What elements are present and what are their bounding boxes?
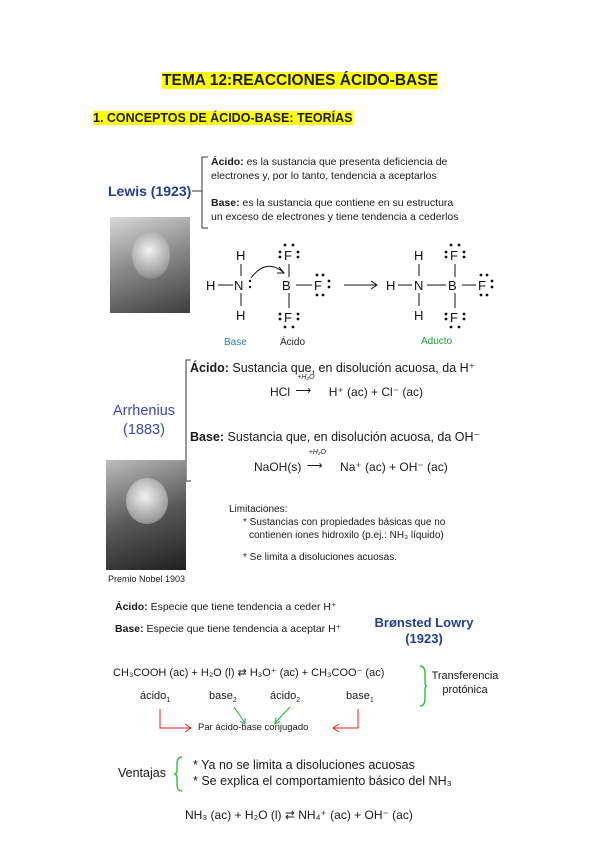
arrhenius-base-def: Base: Sustancia que, en disolución acuosa, da OH⁻ [190, 430, 481, 444]
arrhenius-base-eq: NaOH(s) +H₂O ⟶ Na⁺ (ac) + OH⁻ (ac) [254, 449, 448, 474]
label-base2: base$_2$ [209, 690, 237, 705]
label-acid: Ácido [280, 337, 306, 348]
lewis-base-def: Base: es la sustancia que contiene en su estructura un exceso de electrones y tiene tendencia a cederlos [211, 197, 459, 223]
arrhenius-acid-def: Ácido: Sustancia que, en disolución acuosa, da H⁺ [190, 361, 476, 375]
atom-h-left: H [206, 278, 216, 293]
atom-f-right: F [314, 278, 322, 293]
advantages-brace [172, 755, 184, 793]
atom-h-top: H [236, 248, 246, 263]
arrhenius-name: Arrhenius (1883) [112, 403, 176, 438]
bronsted-base-def: Base: Especie que tiene tendencia a aceptar H⁺ [115, 623, 342, 635]
adduct-h-bottom: H [414, 308, 424, 323]
section-heading: 1. CONCEPTOS DE ÁCIDO-BASE: TEORÍAS [93, 111, 353, 125]
label-base1: base$_1$ [346, 690, 374, 705]
water-label: +H₂O [297, 374, 315, 381]
adduct-f-top: F [450, 248, 458, 263]
adduct-b: B [448, 278, 457, 293]
arrhenius-face [126, 478, 168, 524]
atom-n: N [234, 278, 244, 293]
atom-b: B [282, 278, 291, 293]
arrhenius-limitations: Limitaciones: * Sustancias con propiedades básicas que no contienen iones hidroxilo (p.ej.: NH₃ líquido) * Se limita a disoluciones acuosas. [229, 504, 446, 563]
lewis-bracket [190, 155, 210, 230]
water-label-2: +H₂O [308, 449, 326, 456]
label-acid2: ácido$_2$ [270, 690, 301, 705]
adduct-h-top: H [414, 248, 424, 263]
lewis-acid-def: Ácido: es la sustancia que presenta deficiencia de electrones y, por lo tanto, tendencia a aceptarlos [211, 156, 448, 182]
lewis-portrait [110, 217, 190, 313]
lewis-face [132, 231, 170, 279]
arrhenius-acid-eq: HCl +H₂O ⟶ H⁺ (ac) + Cl⁻ (ac) [270, 374, 424, 399]
adduct-f-right: F [478, 278, 486, 293]
adduct-n: N [414, 278, 424, 293]
conjugate-pair-label: Par ácido-base conjugado [198, 722, 309, 733]
label-base: Base [224, 337, 247, 348]
lewis-name: Lewis (1923) [108, 183, 192, 199]
bronsted-equation: CH₃COOH (ac) + H₂O (l) ⇄ H₃O⁺ (ac) + CH₃COO⁻ (ac) [113, 667, 385, 679]
atom-h-bottom: H [236, 308, 246, 323]
conjugate-pair-arrows [150, 703, 390, 739]
atom-f-top: F [284, 248, 292, 263]
advantages-label: Ventajas [118, 766, 166, 780]
ammonia-equation: NH₃ (ac) + H₂O (l) ⇄ NH₄⁺ (ac) + OH⁻ (ac) [185, 808, 413, 822]
adduct-h-left: H [386, 278, 396, 293]
page-title: TEMA 12:REACCIONES ÁCIDO-BASE [162, 72, 438, 89]
lewis-reaction-diagram [196, 240, 496, 340]
transfer-label: Transferencia protónica [431, 670, 499, 696]
bronsted-acid-def: Ácido: Especie que tiene tendencia a ceder H⁺ [115, 601, 337, 613]
atom-f-bottom: F [284, 310, 292, 325]
arrhenius-portrait [106, 460, 186, 570]
bronsted-name: Brønsted Lowry (1923) [374, 615, 474, 646]
label-adduct: Aducto [421, 336, 453, 347]
arrhenius-caption: Premio Nobel 1903 [108, 574, 186, 584]
adduct-f-bottom: F [450, 310, 458, 325]
label-acid1: ácido$_1$ [140, 690, 171, 705]
advantages-list: * Ya no se limita a disoluciones acuosas * Se explica el comportamiento básico del NH₃ [193, 758, 452, 788]
